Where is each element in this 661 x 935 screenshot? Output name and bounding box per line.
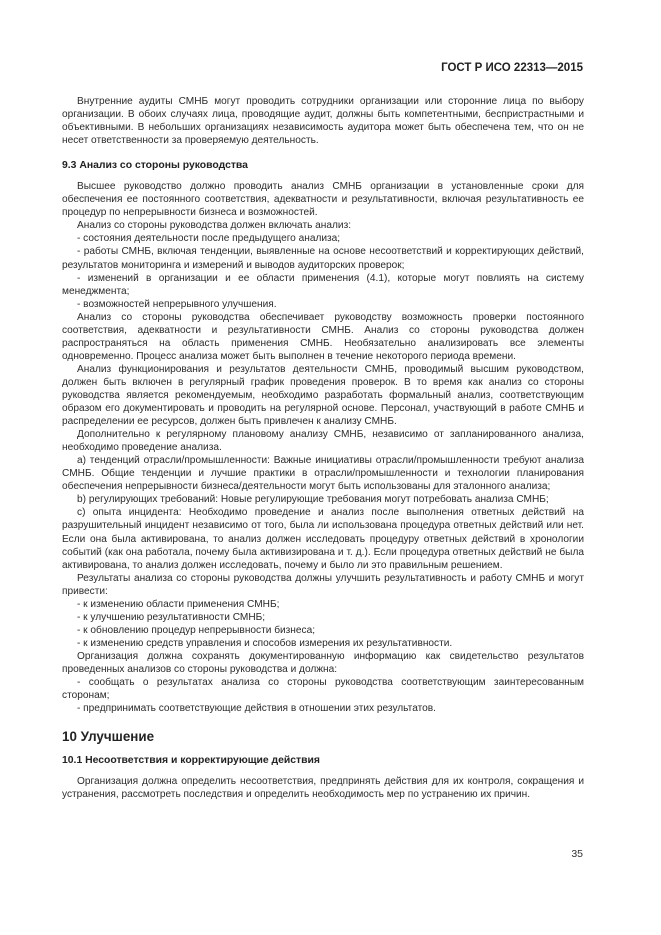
intro-paragraph: Внутренние аудиты СМНБ могут проводить сотрудники организации или сторонние лица по выбору организации. В обоих случаях лица, проводящие аудит, должны быть компетентными, беспристрастными и объективными. В небольших организациях независимость аудитора может быть обеспечена тем, что он не несет ответственности за проверяемую деятельность. [62,96,584,147]
paragraph: Анализ со стороны руководства обеспечивает руководству возможность проверки постоянного соответствия, адекватности и результативности СМНБ. Анализ со стороны руководства должен распространяться на область применения СМНБ. Необязательно анализировать все элементы одновременно. Процесс анализа может быть выполнен в течение некоторого периода времени. [62,311,584,362]
list-item: - к обновлению процедур непрерывности бизнеса; [77,624,316,636]
page-number: 35 [571,848,583,860]
list-item: - к изменению области применения СМНБ; [77,598,280,610]
paragraph: Организация должна определить несоответствия, предпринять действия для их контроля, сокращения и устранения, рассмотреть последствия и определить необходимость мер по устранению их причин. [62,776,584,801]
paragraph: Дополнительно к регулярному плановому анализу СМНБ, независимо от запланированного анализа, необходимо проведение анализа. [62,429,584,454]
paragraph: Анализ функционирования и результатов деятельности СМНБ, проводимый высшим руководством, должен быть включен в регулярный график проведения проверок. В то время как анализ со стороны руководства является рекомендуемым, необходимо разработать формальный анализ, соответствующим образом его документировать и проводить на регулярной основе. Персонал, участвующий в работе СМНБ и распределении ее ресурсов, должен быть привлечен к анализу СМНБ. [62,363,584,428]
paragraph: Анализ со стороны руководства должен включать анализ: [77,220,352,232]
paragraph: Результаты анализа со стороны руководства должны улучшить результативность и работу СМНБ и могут привести: [62,572,584,597]
lettered-item: c) опыта инцидента: Необходимо проведение и анализ после выполнения ответных действий на разрушительный инцидент независимо от того, была ли использована процедура ответных действий или нет. Если она была активирована, то анализ должен исследовать процедуру ответных действий в хронологии событий (как она работала, почему была активизирована и т. д.). Если процедура ответных действий не была активирована, то анализ должен исследовать, почему и было ли это правильным решением. [62,507,584,571]
lettered-item: b) регулирующих требований: Новые регулирующие требования могут потребовать анализа СМНБ; [77,494,549,506]
list-item: - предпринимать соответствующие действия в отношении этих результатов. [77,703,436,715]
list-item: - сообщать о результатах анализа со стороны руководства соответствующим заинтересованным сторонам; [62,677,584,702]
document-id-header: ГОСТ Р ИСО 22313—2015 [441,62,583,74]
section-10-1-heading: 10.1 Несоответствия и корректирующие действия [62,755,320,767]
section-10-heading: 10 Улучшение [62,729,155,745]
section-9-3-heading: 9.3 Анализ со стороны руководства [62,160,248,172]
list-item: - к изменению средств управления и способов измерения их результативности. [77,637,453,649]
paragraph: Высшее руководство должно проводить анализ СМНБ организации в установленные сроки для обеспечения ее постоянного соответствия, адекватности и результативности, включая результативность ее процедур по непрерывности бизнеса и возможностей. [62,181,584,219]
list-item: - работы СМНБ, включая тенденции, выявленные на основе несоответствий и корректирующих действий, результатов мониторинга и измерений и выводов аудиторских проверок; [62,246,584,271]
paragraph: Организация должна сохранять документированную информацию как свидетельство результатов проведенных анализов со стороны руководства и должна: [62,650,584,675]
list-item: - возможностей непрерывного улучшения. [77,298,277,310]
lettered-item: a) тенденций отрасли/промышленности: Важные инициативы отрасли/промышленности требуют анализа СМНБ. Общие тенденции и лучшие практики в отрасли/промышленности и технологии планирования обеспечения непрерывности бизнеса/деятельности могут быть использованы для эталонного анализа; [62,455,584,493]
list-item: - изменений в организации и ее области применения (4.1), которые могут повлиять на систему менеджмента; [62,272,584,297]
list-item: - к улучшению результативности СМНБ; [77,611,266,623]
list-item: - состояния деятельности после предыдущего анализа; [77,233,341,245]
page-content [62,95,584,801]
